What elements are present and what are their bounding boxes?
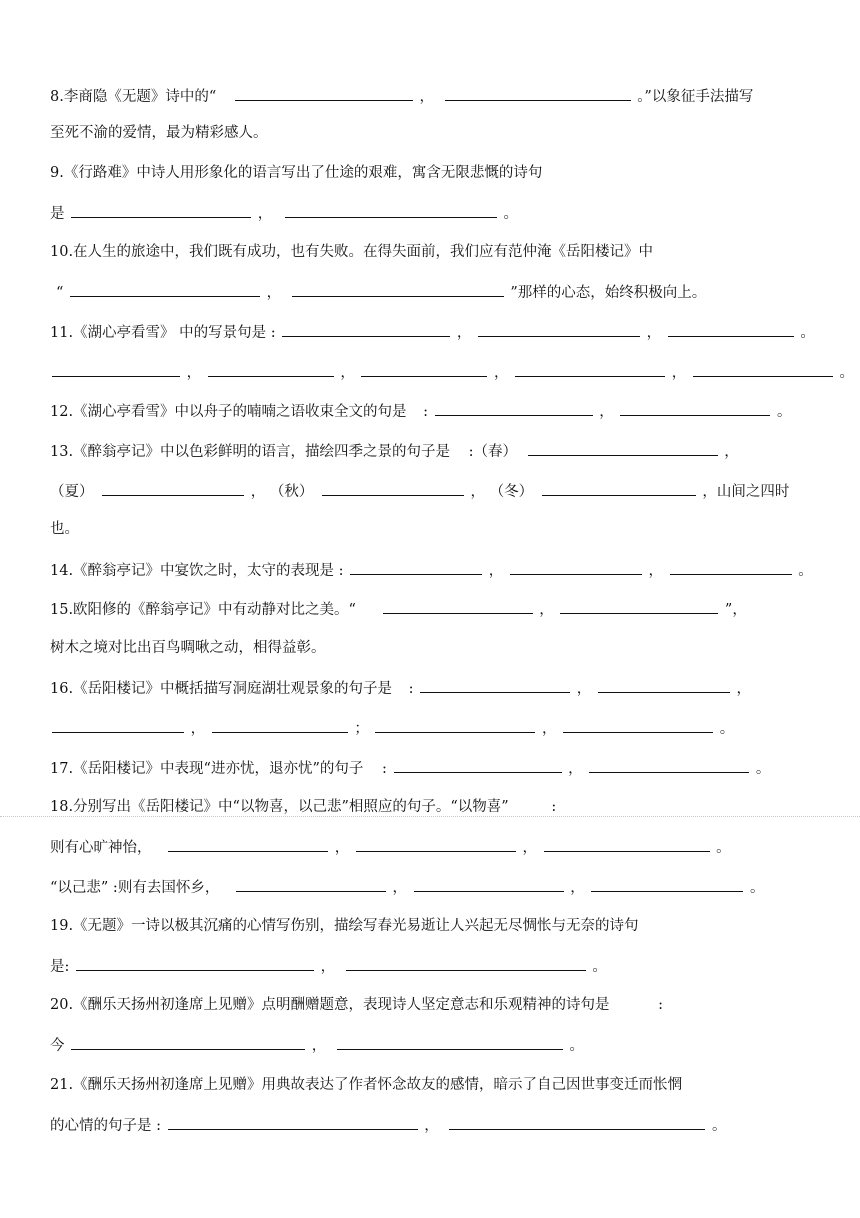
question-text: 13.《醉翁亭记》中以色彩鲜明的语言，描绘四季之景的句子是 — [50, 444, 451, 460]
answer-blank[interactable] — [292, 282, 504, 297]
punct: ， — [542, 721, 557, 737]
punct: 。 — [592, 959, 607, 975]
answer-blank[interactable] — [515, 362, 665, 377]
answer-blank[interactable] — [168, 837, 328, 852]
answer-blank[interactable] — [435, 401, 593, 416]
answer-blank[interactable] — [346, 956, 586, 971]
question-text: “以己悲” :则有去国怀乡， — [50, 880, 220, 896]
answer-blank[interactable] — [563, 718, 713, 733]
punct: 。 — [777, 404, 792, 420]
question-20-line-2 — [50, 1035, 584, 1056]
answer-blank[interactable] — [356, 837, 516, 852]
punct: ， — [392, 880, 408, 896]
question-text: 至死不渝的爱情，最为精彩感人。 — [50, 125, 268, 141]
punct: ， — [494, 365, 509, 381]
question-15-line-2 — [50, 638, 326, 658]
question-21-line-2 — [50, 1115, 726, 1136]
question-text: 15.欧阳修的《醉翁亭记》中有动静对比之美。“ — [50, 602, 356, 618]
answer-blank[interactable] — [598, 678, 730, 693]
punct: ， — [190, 721, 206, 737]
punct: : — [658, 997, 664, 1013]
punct: “ — [56, 285, 64, 301]
punct: ， — [424, 1118, 439, 1134]
answer-blank[interactable] — [168, 1115, 418, 1130]
question-19-line-2 — [50, 956, 607, 977]
question-20-line-1 — [50, 995, 663, 1015]
question-13-line-2 — [50, 481, 789, 502]
season-label: （秋） — [269, 484, 314, 500]
answer-blank[interactable] — [52, 718, 184, 733]
punct: ， — [340, 365, 355, 381]
answer-blank[interactable] — [71, 203, 251, 218]
answer-blank[interactable] — [414, 877, 564, 892]
punct: 。 — [711, 1118, 727, 1134]
punct: 。 — [798, 563, 813, 579]
question-text: 17.《岳阳楼记》中表现“进亦忧，退亦忧”的句子 — [50, 761, 364, 777]
punct: ， — [568, 761, 583, 777]
question-text: 是 — [50, 206, 65, 222]
punct: ， — [646, 325, 662, 341]
question-14-line-1 — [50, 560, 813, 581]
punct: ， — [257, 206, 273, 222]
question-11-line-2 — [50, 362, 854, 383]
punct: ， — [320, 959, 336, 975]
question-text: 10.在人生的旅途中，我们既有成功，也有失败。在得失面前，我们应有范仲淹《岳阳楼记》中 — [50, 244, 654, 260]
answer-blank[interactable] — [208, 362, 334, 377]
punct: ， — [334, 840, 350, 856]
punct: ， — [456, 325, 472, 341]
answer-blank[interactable] — [361, 362, 487, 377]
answer-blank[interactable] — [420, 678, 570, 693]
answer-blank[interactable] — [445, 86, 631, 101]
question-text: 树木之境对比出百鸟啁啾之动，相得益彰。 — [50, 640, 326, 656]
punct: ， — [671, 365, 687, 381]
question-text: 。”以象征手法描写 — [637, 89, 754, 105]
answer-blank[interactable] — [71, 1035, 305, 1050]
question-text: 的心情的句子是 : — [50, 1118, 161, 1134]
answer-blank[interactable] — [70, 282, 260, 297]
question-8-line-1 — [50, 86, 753, 107]
answer-blank[interactable] — [76, 956, 314, 971]
question-10-line-2 — [50, 282, 706, 303]
question-9-line-2 — [50, 203, 518, 224]
punct: 。 — [716, 840, 731, 856]
answer-blank[interactable] — [236, 877, 386, 892]
answer-blank[interactable] — [102, 481, 244, 496]
punct: ， — [419, 89, 434, 105]
answer-blank[interactable] — [542, 481, 696, 496]
answer-blank[interactable] — [375, 718, 535, 733]
answer-blank[interactable] — [589, 758, 749, 773]
question-text: 19.《无题》一诗以极其沉痛的心情写伤别，描绘写春光易逝让人兴起无尽惆怅与无奈的诗句 — [50, 918, 639, 934]
question-18-line-3 — [50, 877, 764, 898]
season-label: （冬） — [489, 484, 534, 500]
answer-blank[interactable] — [449, 1115, 705, 1130]
question-18-line-1 — [50, 797, 556, 817]
question-text: 12.《湖心亭看雪》中以舟子的喃喃之语收束全文的句是 — [50, 404, 407, 420]
question-12-line-1 — [50, 401, 792, 422]
punct: ， — [488, 563, 504, 579]
answer-blank[interactable] — [544, 837, 710, 852]
answer-blank[interactable] — [560, 599, 718, 614]
answer-blank[interactable] — [478, 322, 640, 337]
answer-blank[interactable] — [394, 758, 562, 773]
answer-blank[interactable] — [383, 599, 533, 614]
punct: ， — [570, 880, 585, 896]
punct: ； — [354, 721, 369, 737]
question-16-line-2 — [50, 718, 734, 739]
question-13-line-3 — [50, 519, 79, 539]
answer-blank[interactable] — [235, 86, 413, 101]
question-text: 14.《醉翁亭记》中宴饮之时，太守的表现是 : — [50, 563, 344, 579]
punct: ， — [599, 404, 614, 420]
answer-blank[interactable] — [52, 362, 180, 377]
season-label: （夏） — [50, 484, 94, 500]
question-text: ”那样的心态，始终积极向上。 — [510, 285, 707, 301]
question-text: 20.《酬乐天扬州初逢席上见赠》点明酬赠题意，表现诗人坚定意志和乐观精神的诗句是 — [50, 997, 610, 1013]
answer-blank[interactable] — [670, 560, 792, 575]
question-13-line-1 — [50, 441, 739, 462]
question-text: ，山间之四时 — [702, 484, 790, 500]
question-text: ”， — [724, 602, 747, 618]
question-17-line-1 — [50, 758, 770, 779]
answer-blank[interactable] — [528, 441, 718, 456]
punct: ， — [736, 681, 751, 697]
punct: : — [382, 761, 387, 777]
punct: ， — [311, 1038, 327, 1054]
question-text: 今 — [50, 1038, 65, 1054]
question-text: 18.分别写出《岳阳楼记》中“以物喜，以己悲”相照应的句子。“以物喜” — [50, 799, 509, 815]
question-8-line-2 — [50, 123, 268, 143]
question-text: 8.李商隐《无题》诗中的“ — [50, 89, 217, 105]
answer-blank[interactable] — [510, 560, 642, 575]
answer-blank[interactable] — [350, 560, 482, 575]
question-text: 9.《行路难》中诗人用形象化的语言写出了仕途的艰难，寓含无限悲慨的诗句 — [50, 165, 543, 181]
punct: ， — [266, 285, 282, 301]
punct: 。 — [719, 721, 735, 737]
punct: : — [423, 404, 429, 420]
question-9-line-1 — [50, 163, 542, 183]
punct: 。 — [569, 1038, 584, 1054]
answer-blank[interactable] — [591, 877, 743, 892]
question-15-line-1 — [50, 599, 747, 620]
question-text: 是: — [50, 959, 70, 975]
question-11-line-1 — [50, 322, 815, 343]
question-text: 16.《岳阳楼记》中概括描写洞庭湖壮观景象的句子是 — [50, 681, 393, 697]
punct: 。 — [503, 206, 518, 222]
punct: 。 — [749, 880, 765, 896]
question-18-line-2 — [50, 837, 731, 858]
question-text: 也。 — [50, 521, 79, 537]
question-text: 21.《酬乐天扬州初逢席上见赠》用典故表达了作者怀念故友的感情，暗示了自己因世事变迁而怅惘 — [50, 1077, 683, 1093]
question-19-line-1 — [50, 916, 639, 936]
answer-blank[interactable] — [668, 322, 794, 337]
answer-blank[interactable] — [212, 718, 348, 733]
answer-blank[interactable] — [620, 401, 770, 416]
punct: ， — [186, 365, 202, 381]
punct: ， — [648, 563, 663, 579]
punct: : — [551, 799, 557, 815]
question-21-line-1 — [50, 1075, 682, 1095]
question-10-line-1 — [50, 242, 653, 262]
punct: 。 — [755, 761, 771, 777]
answer-blank[interactable] — [693, 362, 833, 377]
answer-blank[interactable] — [322, 481, 464, 496]
punct: 。 — [839, 365, 854, 381]
answer-blank[interactable] — [282, 322, 450, 337]
punct: ， — [539, 602, 554, 618]
punct: 。 — [800, 325, 815, 341]
punct: ， — [576, 681, 592, 697]
punct: : — [408, 681, 414, 697]
question-text: 11.《湖心亭看雪》 中的写景句是 : — [50, 325, 276, 341]
season-label: :（春） — [468, 444, 518, 460]
punct: ， — [522, 840, 537, 856]
question-16-line-1 — [50, 678, 751, 699]
punct: ， — [470, 484, 486, 500]
punct: ， — [724, 444, 739, 460]
answer-blank[interactable] — [337, 1035, 563, 1050]
question-text: 则有心旷神怡， — [50, 840, 152, 856]
punct: ， — [250, 484, 266, 500]
answer-blank[interactable] — [285, 203, 497, 218]
